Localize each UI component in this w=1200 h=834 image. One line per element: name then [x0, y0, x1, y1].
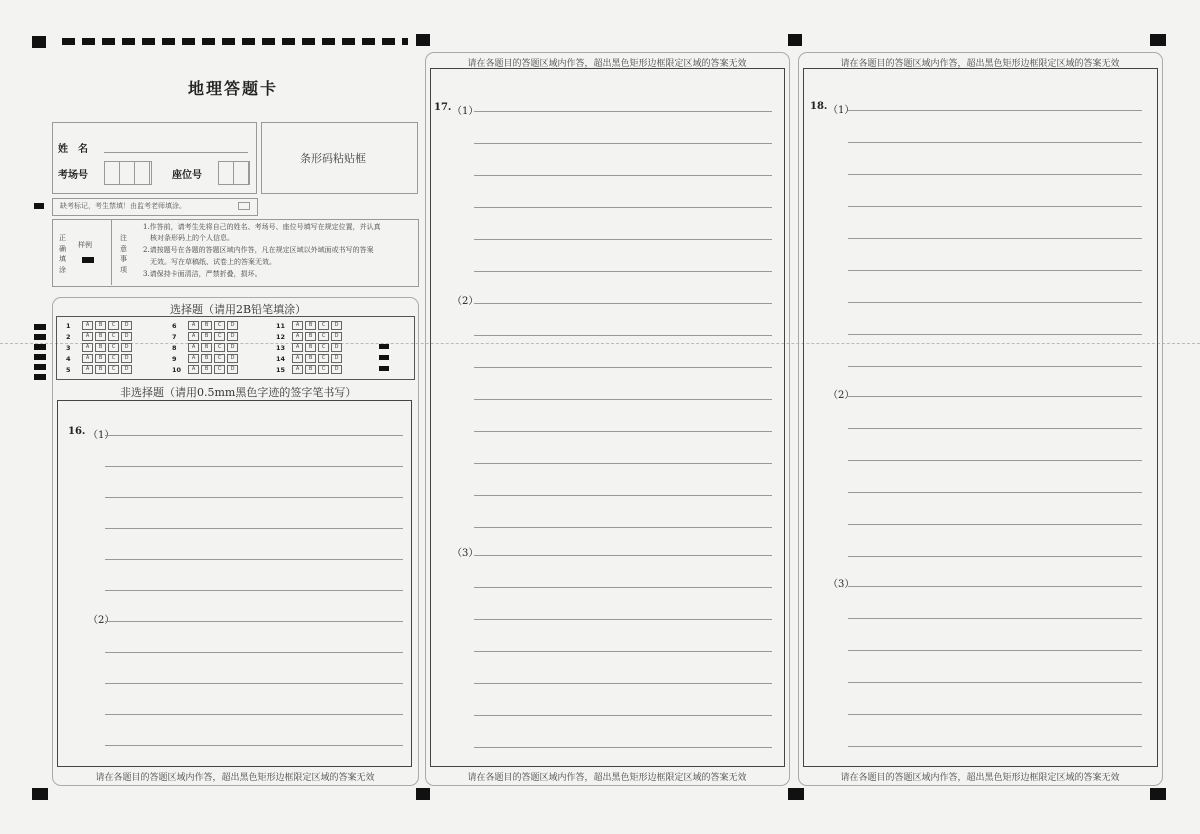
option-b[interactable]: B [305, 365, 316, 374]
barcode-label: 条形码粘贴框 [300, 152, 366, 165]
question-number: 7 [172, 332, 177, 341]
option-b[interactable]: B [201, 343, 212, 352]
option-b[interactable]: B [95, 321, 106, 330]
option-c[interactable]: C [108, 343, 119, 352]
answer-line[interactable] [474, 399, 772, 400]
question-number: 4 [66, 354, 71, 363]
question-number: 14 [276, 354, 286, 363]
timing-mark [416, 788, 430, 800]
warning-note: 请在各题目的答题区域内作答，超出黑色矩形边框限定区域的答案无效 [467, 59, 747, 69]
q18-part-2: （2） [828, 390, 855, 401]
option-d[interactable]: D [227, 354, 238, 363]
timing-mark [34, 203, 44, 209]
option-a[interactable]: A [292, 354, 303, 363]
option-a[interactable]: A [82, 354, 93, 363]
option-d[interactable]: D [121, 365, 132, 374]
answer-line[interactable] [105, 714, 403, 715]
q17-part-3: （3） [452, 548, 479, 559]
timing-mark [34, 354, 46, 360]
option-c[interactable]: C [318, 343, 329, 352]
option-d[interactable]: D [121, 332, 132, 341]
option-c[interactable]: C [318, 321, 329, 330]
timing-mark [32, 788, 48, 800]
notice-line: 2.请按题号在各题的答题区域内作答，凡在规定区域以外域面或书写的答案 [143, 246, 374, 254]
question-number: 10 [172, 365, 182, 374]
timing-mark [788, 788, 804, 800]
answer-line[interactable] [105, 621, 403, 622]
timing-mark [32, 36, 46, 48]
warning-note: 请在各题目的答题区域内作答，超出黑色矩形边框限定区域的答案无效 [95, 773, 375, 783]
option-b[interactable]: B [95, 365, 106, 374]
option-b[interactable]: B [305, 321, 316, 330]
answer-line[interactable] [848, 650, 1142, 651]
answer-line[interactable] [474, 303, 772, 304]
answer-line[interactable] [848, 110, 1142, 111]
option-d[interactable]: D [227, 321, 238, 330]
answer-line[interactable] [474, 271, 772, 272]
mc-row[interactable] [276, 321, 344, 330]
answer-line[interactable] [474, 175, 772, 176]
seat-label: 座位号 [172, 170, 202, 181]
timing-mark [34, 324, 46, 330]
answer-line[interactable] [848, 492, 1142, 493]
mc-row[interactable] [172, 354, 240, 363]
answer-box-18[interactable] [803, 68, 1158, 767]
question-number: 13 [276, 343, 286, 352]
question-number: 8 [172, 343, 177, 352]
absent-checkbox[interactable] [238, 202, 250, 210]
option-d[interactable]: D [121, 343, 132, 352]
timing-mark [34, 344, 46, 350]
exam-room-label: 考场号 [58, 170, 88, 181]
mc-row[interactable] [276, 365, 344, 374]
mc-row[interactable] [172, 321, 240, 330]
q18-part-1: （1） [828, 105, 855, 116]
option-a[interactable]: A [292, 332, 303, 341]
answer-line[interactable] [105, 497, 403, 498]
answer-box-16[interactable] [57, 400, 412, 767]
answer-line[interactable] [105, 683, 403, 684]
answer-line[interactable] [848, 586, 1142, 587]
option-a[interactable]: A [292, 321, 303, 330]
answer-line[interactable] [474, 651, 772, 652]
option-c[interactable]: C [108, 321, 119, 330]
answer-line[interactable] [848, 428, 1142, 429]
option-d[interactable]: D [227, 365, 238, 374]
answer-line[interactable] [848, 460, 1142, 461]
question-number: 3 [66, 343, 71, 352]
answer-line[interactable] [474, 555, 772, 556]
timing-mark [34, 364, 46, 370]
option-c[interactable]: C [318, 365, 329, 374]
q16-part-1: （1） [88, 430, 115, 441]
option-b[interactable]: B [201, 354, 212, 363]
name-field[interactable] [104, 152, 248, 153]
option-a[interactable]: A [188, 343, 199, 352]
warning-note: 请在各题目的答题区域内作答，超出黑色矩形边框限定区域的答案无效 [840, 59, 1120, 69]
answer-line[interactable] [848, 142, 1142, 143]
question-number: 11 [276, 321, 286, 330]
option-a[interactable]: A [188, 332, 199, 341]
option-b[interactable]: B [305, 332, 316, 341]
notice-line: 1.作答前，请考生先将自己的姓名、考场号、座位号填写在规定位置，并认真 [143, 223, 381, 231]
timing-mark [416, 34, 430, 46]
answer-line[interactable] [474, 207, 772, 208]
answer-line[interactable] [848, 618, 1142, 619]
mc-row[interactable] [276, 343, 344, 352]
mc-row[interactable] [276, 354, 344, 363]
option-b[interactable]: B [201, 321, 212, 330]
answer-line[interactable] [105, 652, 403, 653]
answer-line[interactable] [848, 396, 1142, 397]
nonmc-title: 非选择题（请用0.5mm黑色字迹的签字笔书写） [120, 386, 357, 399]
answer-line[interactable] [105, 745, 403, 746]
option-c[interactable]: C [108, 365, 119, 374]
example-label: 样例 [78, 241, 92, 249]
question-number: 1 [66, 321, 71, 330]
answer-line[interactable] [848, 682, 1142, 683]
q16-part-2: （2） [88, 615, 115, 626]
question-number: 15 [276, 365, 286, 374]
answer-line[interactable] [474, 431, 772, 432]
answer-line[interactable] [474, 111, 772, 112]
option-d[interactable]: D [121, 354, 132, 363]
option-a[interactable]: A [188, 321, 199, 330]
option-b[interactable]: B [201, 332, 212, 341]
answer-line[interactable] [848, 206, 1142, 207]
correct-fill-label: 正确填涂 [59, 234, 66, 274]
timing-mark [788, 34, 802, 46]
mc-row[interactable] [276, 332, 344, 341]
mc-row[interactable] [66, 343, 134, 352]
mc-row[interactable] [66, 365, 134, 374]
option-c[interactable]: C [318, 332, 329, 341]
answer-line[interactable] [105, 466, 403, 467]
answer-line[interactable] [105, 435, 403, 436]
correct-fill-sample [82, 257, 94, 263]
answer-line[interactable] [848, 714, 1142, 715]
timing-mark [1150, 788, 1166, 800]
timing-mark [379, 366, 389, 371]
answer-line[interactable] [474, 367, 772, 368]
answer-line[interactable] [848, 746, 1142, 747]
option-b[interactable]: B [305, 343, 316, 352]
answer-line[interactable] [474, 587, 772, 588]
q16-label: 16. [68, 426, 86, 437]
option-d[interactable]: D [331, 332, 342, 341]
answer-line[interactable] [474, 143, 772, 144]
q18-part-3: （3） [828, 579, 855, 590]
answer-line[interactable] [474, 715, 772, 716]
option-d[interactable]: D [331, 343, 342, 352]
answer-line[interactable] [105, 528, 403, 529]
option-b[interactable]: B [95, 343, 106, 352]
q17-part-1: （1） [452, 106, 479, 117]
sheet-title: 地理答题卡 [188, 79, 279, 98]
answer-line[interactable] [474, 527, 772, 528]
answer-line[interactable] [474, 619, 772, 620]
mc-row[interactable] [66, 321, 134, 330]
name-label: 姓 名 [58, 144, 88, 155]
answer-line[interactable] [474, 683, 772, 684]
q17-part-2: （2） [452, 296, 479, 307]
notice-line: 核对条形码上的个人信息。 [143, 234, 234, 242]
answer-line[interactable] [105, 590, 403, 591]
option-a[interactable]: A [82, 321, 93, 330]
option-d[interactable]: D [331, 321, 342, 330]
option-c[interactable]: C [214, 354, 225, 363]
answer-line[interactable] [848, 556, 1142, 557]
option-b[interactable]: B [201, 365, 212, 374]
timing-mark [379, 344, 389, 349]
option-d[interactable]: D [121, 321, 132, 330]
question-number: 6 [172, 321, 177, 330]
option-a[interactable]: A [292, 365, 303, 374]
option-c[interactable]: C [214, 343, 225, 352]
answer-line[interactable] [848, 334, 1142, 335]
absent-label: 缺考标记，考生禁填！由监考老师填涂。 [60, 202, 186, 210]
option-a[interactable]: A [82, 332, 93, 341]
answer-box-17[interactable] [430, 68, 785, 767]
answer-line[interactable] [474, 239, 772, 240]
option-c[interactable]: C [108, 332, 119, 341]
timing-mark [34, 334, 46, 340]
timing-dashes [62, 38, 408, 45]
answer-line[interactable] [848, 366, 1142, 367]
option-b[interactable]: B [95, 332, 106, 341]
timing-mark [1150, 34, 1166, 46]
seat-field[interactable] [218, 161, 250, 185]
answer-line[interactable] [474, 335, 772, 336]
option-c[interactable]: C [318, 354, 329, 363]
question-number: 2 [66, 332, 71, 341]
option-d[interactable]: D [227, 343, 238, 352]
question-number: 5 [66, 365, 71, 374]
mc-row[interactable] [172, 332, 240, 341]
answer-line[interactable] [848, 238, 1142, 239]
option-c[interactable]: C [214, 332, 225, 341]
option-a[interactable]: A [188, 365, 199, 374]
option-c[interactable]: C [108, 354, 119, 363]
mc-row[interactable] [66, 332, 134, 341]
notice-label: 注意事项 [120, 234, 127, 274]
mc-row[interactable] [66, 354, 134, 363]
option-d[interactable]: D [227, 332, 238, 341]
q18-label: 18. [810, 101, 828, 112]
q17-label: 17. [434, 102, 452, 113]
option-b[interactable]: B [95, 354, 106, 363]
option-c[interactable]: C [214, 321, 225, 330]
instruction-divider [111, 219, 112, 285]
exam-room-field[interactable] [104, 161, 152, 185]
timing-mark [379, 355, 389, 360]
option-d[interactable]: D [331, 365, 342, 374]
option-b[interactable]: B [305, 354, 316, 363]
notice-line: 3.请保持卡面清洁，严禁折叠，损坏。 [143, 270, 262, 278]
warning-note: 请在各题目的答题区域内作答，超出黑色矩形边框限定区域的答案无效 [840, 773, 1120, 783]
answer-line[interactable] [474, 463, 772, 464]
question-number: 9 [172, 354, 177, 363]
question-number: 12 [276, 332, 286, 341]
answer-line[interactable] [848, 524, 1142, 525]
warning-note: 请在各题目的答题区域内作答，超出黑色矩形边框限定区域的答案无效 [467, 773, 747, 783]
option-a[interactable]: A [82, 343, 93, 352]
option-d[interactable]: D [331, 354, 342, 363]
option-a[interactable]: A [188, 354, 199, 363]
option-c[interactable]: C [214, 365, 225, 374]
mc-row[interactable] [172, 365, 240, 374]
answer-line[interactable] [848, 174, 1142, 175]
mc-title: 选择题（请用2B铅笔填涂） [170, 303, 307, 316]
answer-line[interactable] [848, 270, 1142, 271]
mc-row[interactable] [172, 343, 240, 352]
answer-line[interactable] [474, 495, 772, 496]
answer-line[interactable] [848, 302, 1142, 303]
answer-line[interactable] [105, 559, 403, 560]
answer-line[interactable] [474, 747, 772, 748]
notice-line: 无效。写在草稿纸、试卷上的答案无效。 [143, 258, 276, 266]
option-a[interactable]: A [82, 365, 93, 374]
option-a[interactable]: A [292, 343, 303, 352]
timing-mark [34, 374, 46, 380]
